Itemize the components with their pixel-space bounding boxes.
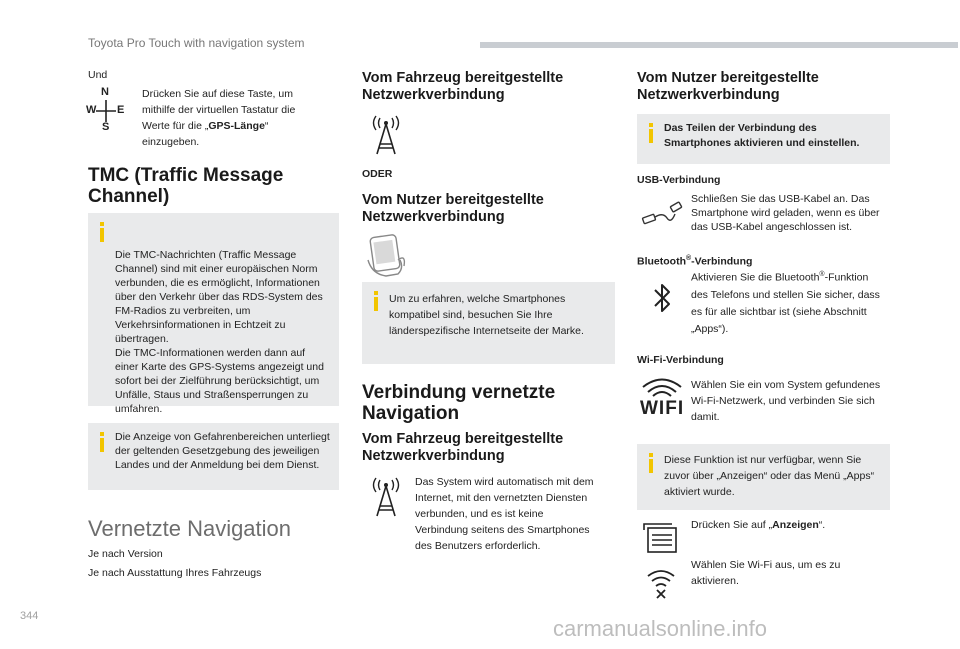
compass-icon [86, 88, 126, 134]
share-note [637, 114, 890, 164]
compass-s: S [102, 121, 110, 133]
smartphone-note-text: Um zu erfahren, welche Smartphones kompatibel sind, besuchen Sie Ihre länderspezifische Internetseite der Marke. [389, 293, 584, 337]
vernetzte-heading: Vernetzte Navigation [88, 516, 292, 541]
bluetooth-label: Bluetooth®-Verbindung [637, 255, 753, 268]
usb-cable-icon [641, 196, 683, 230]
smartphone-hand-icon [364, 230, 410, 280]
wifi-note [637, 444, 890, 510]
info-icon [97, 222, 107, 242]
wifi-note-text: Diese Funktion ist nur verfügbar, wenn Sie zuvor über „Anzeigen“ oder das Menü „Apps“ aktiviert wurde. [664, 454, 875, 498]
bluetooth-text: Aktivieren Sie die Bluetooth®-Funktion des Telefons und stellen Sie sicher, dass es für alle sichtbar ist (siehe Abschnitt „Apps“). [691, 271, 880, 335]
connected-nav-heading: Verbindung vernetzte Navigation [362, 382, 556, 424]
watermark: carmanualsonline.info [553, 616, 768, 641]
tmc-note-text: Die TMC-Nachrichten (Traffic Message Channel) sind mit einer europäischen Norm verbunden, die es ermöglicht, Informationen über den Verkehr über das RDS-System des FM-Radios zu verbreiten, um Verkehrsinformationen in Echtzeit zu übertragen. Die TMC-Informationen werden dann auf einer Karte des GPS-Systems angezeigt und sofort bei der Zielführung berücksichtigt, um Unfälle, Staus und Straßensperrungen zu umfahren. [115, 249, 324, 415]
compass-e: E [117, 104, 125, 116]
smartphone-note [362, 282, 615, 364]
tmc-note [88, 213, 339, 415]
wifi-activate-text: Wählen Sie Wi-Fi aus, um es zu aktivieren. [691, 559, 841, 587]
antenna-icon [368, 114, 404, 158]
wifi-label: Wi-Fi-Verbindung [637, 354, 724, 366]
user-network-heading-2: Vom Nutzer bereitgestellte Netzwerkverbindung [637, 70, 819, 103]
page-header-title: Toyota Pro Touch with navigation system [88, 36, 305, 50]
page-number: 344 [20, 610, 39, 622]
vehicle-network-heading-2: Vom Fahrzeug bereitgestellte Netzwerkverbindung [362, 431, 564, 464]
system-auto-text: Das System wird automatisch mit dem Internet, mit den vernetzten Diensten verbunden, und es ist keine Verbindung seitens des Smartphones des Benutzers erforderlich. [415, 476, 594, 552]
bluetooth-icon [651, 280, 673, 316]
hazard-note-text: Die Anzeige von Gefahrenbereichen unterliegt der geltenden Gesetzgebung des jeweiligen Landes und der Anmeldung bei dem Dienst. [115, 431, 330, 471]
share-note-text: Das Teilen der Verbindung des Smartphones aktivieren und einstellen. [664, 122, 860, 149]
gps-instruction: Drücken Sie auf diese Taste, um mithilfe der virtuellen Tastatur die Werte für die „GPS-Länge“ einzugeben. [142, 88, 296, 148]
version-line-1: Je nach Version [88, 548, 163, 560]
und-text: Und [88, 69, 108, 81]
wifi-logo-text: WIFI [640, 398, 685, 419]
anzeigen-text: Drücken Sie auf „Anzeigen“. [691, 519, 826, 531]
vehicle-network-heading: Vom Fahrzeug bereitgestellte Netzwerkverbindung [362, 70, 564, 103]
wifi-logo-icon [640, 378, 684, 422]
info-icon [97, 432, 107, 452]
usb-text: Schließen Sie das USB-Kabel an. Das Smartphone wird geladen, wenn es über das USB-Kabel angeschlossen ist. [691, 193, 880, 233]
info-icon [371, 291, 381, 311]
wifi-off-icon [642, 566, 680, 600]
version-line-2: Je nach Ausstattung Ihres Fahrzeugs [88, 567, 262, 579]
antenna-icon [368, 476, 404, 520]
tmc-heading: TMC (Traffic Message Channel) [88, 165, 284, 207]
info-icon [646, 453, 656, 473]
header-bar [480, 42, 958, 48]
hazard-note [88, 423, 339, 490]
usb-label: USB-Verbindung [637, 174, 721, 186]
user-network-heading: Vom Nutzer bereitgestellte Netzwerkverbindung [362, 192, 544, 225]
compass-w: W [86, 104, 97, 116]
oder-label: ODER [362, 168, 393, 180]
wifi-text: Wählen Sie ein vom System gefundenes Wi-Fi-Netzwerk, und verbinden Sie sich damit. [691, 379, 881, 423]
info-icon [646, 123, 656, 143]
compass-n: N [101, 86, 109, 98]
menu-list-icon [642, 522, 680, 554]
